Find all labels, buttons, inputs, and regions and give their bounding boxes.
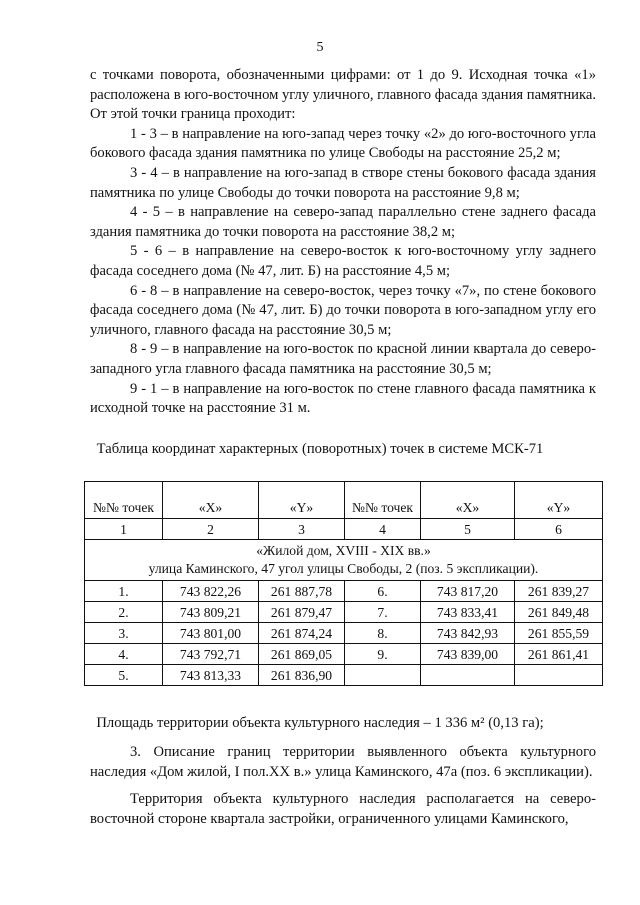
table-cell: 261 839,27 (515, 581, 603, 602)
segment-1-3: 1 - 3 – в направление на юго-запад через точку «2» до юго-восточного угла бокового фасада здания памятника по улице Свободы на расстояние 25,2 м; (90, 125, 596, 162)
table-cell: 743 792,71 (163, 644, 259, 665)
table-cell: 4. (85, 644, 163, 665)
boundary-description (90, 66, 596, 419)
header-point-number-2: №№ точек (345, 482, 421, 519)
table-cell: 261 887,78 (259, 581, 345, 602)
header-point-number-1: №№ точек (85, 482, 163, 519)
section-3-paragraph: Территория объекта культурного наследия располагается на северо-восточной стороне квартала застройки, ограниченного улицами Каминского, (90, 791, 596, 827)
table-cell (515, 665, 603, 686)
territory-area: Площадь территории объекта культурного наследия – 1 336 м² (0,13 га); (96, 715, 544, 731)
table-cell: 6. (345, 581, 421, 602)
table-cell: 261 879,47 (259, 602, 345, 623)
section-3-heading: 3. Описание границ территории выявленного объекта культурного наследия «Дом жилой, I пол.XX в.» улица Каминского, 47а (поз. 6 экспликации). (90, 744, 596, 780)
column-number: 4 (345, 519, 421, 540)
column-number: 5 (421, 519, 515, 540)
page-number: 5 (316, 40, 324, 55)
table-cell: 743 801,00 (163, 623, 259, 644)
table-cell: 261 874,24 (259, 623, 345, 644)
section-3 (90, 743, 596, 837)
segment-4-5: 4 - 5 – в направление на северо-запад параллельно стене заднего фасада здания памятника до точки поворота на расстояние 38,2 м; (90, 204, 596, 240)
object-name: «Жилой дом, XVIII - XIX вв.» (256, 543, 431, 558)
segment-9-1: 9 - 1 – в направление на юго-восток по стене главного фасада памятника к исходной точке на расстояние 31 м. (90, 380, 596, 417)
segment-6-8: 6 - 8 – в направление на северо-восток, через точку «7», по стене бокового фасада соседнего дома (№ 47, лит. Б) до точки поворота в юго-западном углу его уличного, главного фасада на расстояние 30,5 м; (90, 282, 596, 338)
table-cell: 743 813,33 (163, 665, 259, 686)
table-cell: 261 836,90 (259, 665, 345, 686)
table-cell: 743 839,00 (421, 644, 515, 665)
table-cell: 261 855,59 (515, 623, 603, 644)
table-cell (421, 665, 515, 686)
table-cell: 2. (85, 602, 163, 623)
column-number: 6 (515, 519, 603, 540)
header-y-1: «Y» (259, 482, 345, 519)
column-number: 1 (85, 519, 163, 540)
header-x-2: «X» (421, 482, 515, 519)
table-row (85, 665, 603, 686)
object-title-cell (85, 540, 603, 581)
table-row (85, 602, 603, 623)
table-header-row (85, 482, 603, 519)
table-row (85, 644, 603, 665)
table-cell: 9. (345, 644, 421, 665)
table-caption: Таблица координат характерных (поворотных) точек в системе МСК-71 (96, 441, 544, 457)
segment-5-6: 5 - 6 – в направление на северо-восток к юго-восточному углу заднего фасада соседнего дома (№ 47, лит. Б) на расстояние 4,5 м; (90, 243, 596, 279)
table-row (85, 623, 603, 644)
coordinates-table (84, 481, 603, 686)
object-title-row (85, 540, 603, 581)
table-cell: 743 809,21 (163, 602, 259, 623)
table-cell: 261 869,05 (259, 644, 345, 665)
table-cell: 5. (85, 665, 163, 686)
table-row (85, 581, 603, 602)
table-cell: 8. (345, 623, 421, 644)
table-cell: 743 817,20 (421, 581, 515, 602)
table-cell: 743 833,41 (421, 602, 515, 623)
column-number: 3 (259, 519, 345, 540)
table-cell: 261 849,48 (515, 602, 603, 623)
intro-paragraph: с точками поворота, обозначенными цифрами: от 1 до 9. Исходная точка «1» расположена в юго-восточном углу уличного, главного фасада здания памятника. От этой точки граница проходит: (90, 67, 596, 123)
segment-3-4: 3 - 4 – в направление на юго-запад в створе стены бокового фасада здания памятника по улице Свободы до точки поворота на расстояние 9,8 м; (90, 164, 596, 201)
header-y-2: «Y» (515, 482, 603, 519)
table-cell: 7. (345, 602, 421, 623)
table-cell: 1. (85, 581, 163, 602)
table-cell: 743 842,93 (421, 623, 515, 644)
segment-8-9: 8 - 9 – в направление на юго-восток по красной линии квартала до северо-западного угла главного фасада памятника на расстояние 30,5 м; (90, 341, 596, 377)
object-address: улица Каминского, 47 угол улицы Свободы, 2 (поз. 5 экспликации). (148, 561, 539, 576)
column-number-row (85, 519, 603, 540)
header-x-1: «X» (163, 482, 259, 519)
table-cell: 261 861,41 (515, 644, 603, 665)
table-cell: 3. (85, 623, 163, 644)
table-cell (345, 665, 421, 686)
column-number: 2 (163, 519, 259, 540)
table-cell: 743 822,26 (163, 581, 259, 602)
